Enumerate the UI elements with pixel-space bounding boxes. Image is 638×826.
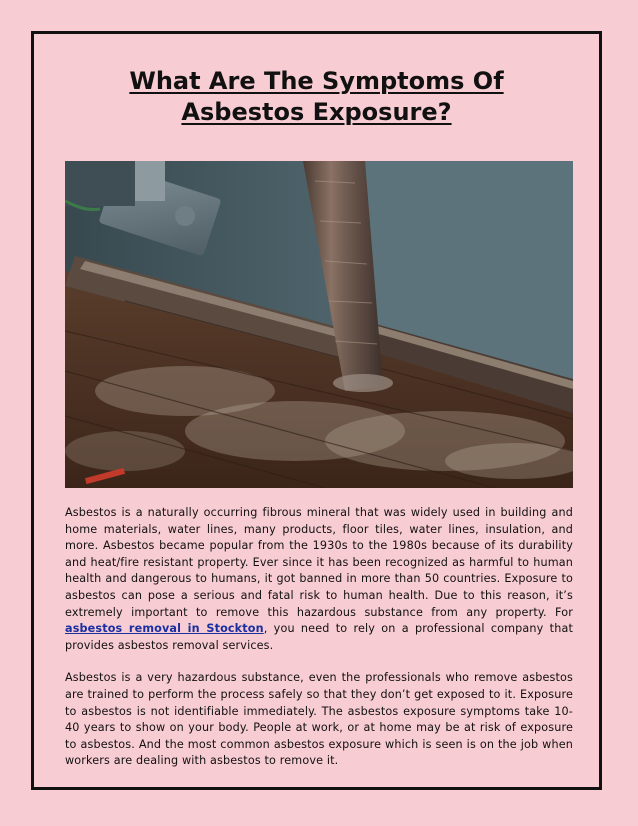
paragraph-1 [65, 505, 573, 654]
paragraph-1-text-end: , you need to rely on a professional company that provides asbestos removal services. [65, 622, 573, 652]
paragraph-2: Asbestos is a very hazardous substance, even the professionals who remove asbestos are trained to perform the process safely so that they don’t get exposed to it. Exposure to asbestos is not identifiable immediately. The asbestos exposure symptoms take 10-40 years to show on your body. People at work, or at home may be at risk of exposure to asbestos. And the most common asbestos exposure which is seen is on the job when workers are dealing with asbestos to remove it. [65, 671, 573, 768]
title-line-2: Asbestos Exposure? [181, 98, 452, 126]
paragraph-1-text: Asbestos is a naturally occurring fibrous mineral that was widely used in building and home materials, water lines, many products, floor tiles, water lines, insulation, and more. Asbestos became popular from the 1930s to the 1980s because of its durability and heat/fire resistant property. Ever since it has been recognized as harmful to human health and dangerous to humans, it got banned in more than 50 countries. Exposure to asbestos can pose a serious and fatal risk to human health. Due to this reason, it’s extremely important to remove this hazardous substance from any property. For [65, 506, 573, 619]
asbestos-pipe-photo [65, 161, 573, 488]
title-line-1: What Are The Symptoms Of [129, 67, 504, 95]
page-title [31, 66, 602, 128]
article-body [65, 505, 573, 786]
asbestos-removal-link[interactable]: asbestos removal in Stockton [65, 622, 264, 636]
